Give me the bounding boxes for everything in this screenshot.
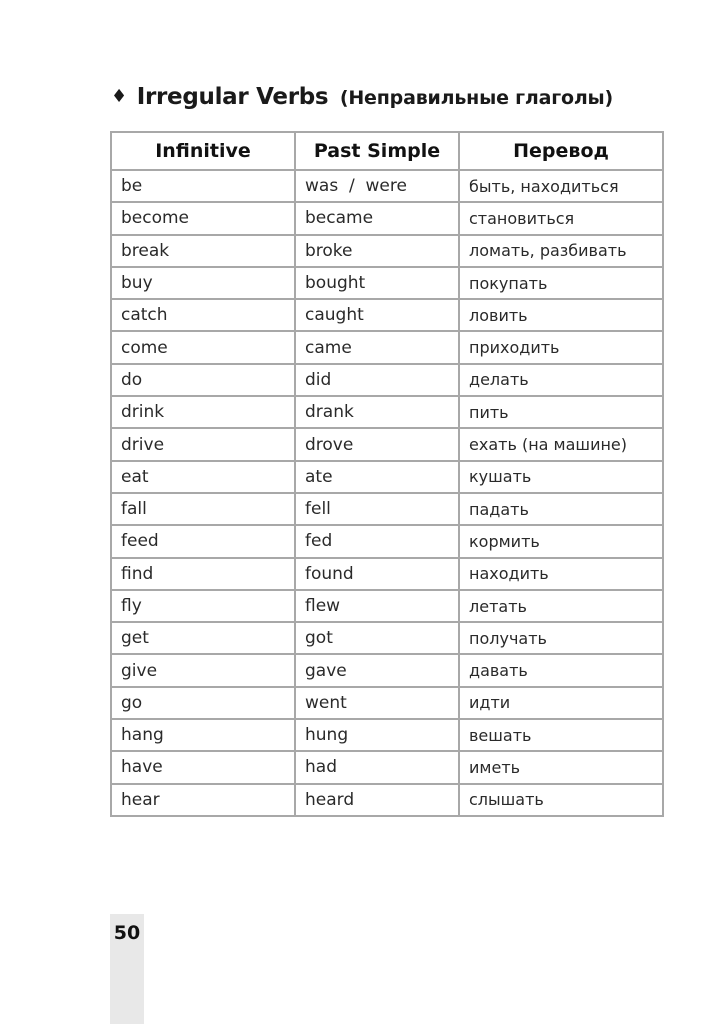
table-row [111, 235, 663, 267]
cell-infinitive: catch [111, 299, 295, 331]
table-row [111, 461, 663, 493]
cell-translation: делать [459, 364, 663, 396]
cell-past-simple: broke [295, 235, 459, 267]
cell-past-simple: caught [295, 299, 459, 331]
cell-translation: приходить [459, 331, 663, 363]
cell-past-simple: was / were [295, 170, 459, 202]
cell-translation: пить [459, 396, 663, 428]
table-row [111, 784, 663, 816]
page-title [0, 84, 724, 110]
cell-translation: кормить [459, 525, 663, 557]
cell-past-simple: had [295, 751, 459, 783]
table-body [111, 170, 663, 816]
header-infinitive: Infinitive [111, 132, 295, 170]
table-row [111, 558, 663, 590]
cell-past-simple: fell [295, 493, 459, 525]
cell-infinitive: buy [111, 267, 295, 299]
cell-infinitive: drive [111, 428, 295, 460]
cell-infinitive: fly [111, 590, 295, 622]
table-row [111, 493, 663, 525]
table-row [111, 299, 663, 331]
table-row [111, 428, 663, 460]
cell-translation: давать [459, 654, 663, 686]
header-translation: Перевод [459, 132, 663, 170]
cell-infinitive: feed [111, 525, 295, 557]
page-number: 50 [113, 922, 141, 944]
cell-translation: ломать, разбивать [459, 235, 663, 267]
table-row [111, 719, 663, 751]
cell-translation: получать [459, 622, 663, 654]
cell-translation: ловить [459, 299, 663, 331]
table-row [111, 267, 663, 299]
cell-infinitive: have [111, 751, 295, 783]
cell-past-simple: ate [295, 461, 459, 493]
cell-infinitive: get [111, 622, 295, 654]
table-row [111, 687, 663, 719]
cell-infinitive: give [111, 654, 295, 686]
cell-infinitive: do [111, 364, 295, 396]
cell-past-simple: went [295, 687, 459, 719]
cell-infinitive: break [111, 235, 295, 267]
table-row [111, 170, 663, 202]
cell-past-simple: found [295, 558, 459, 590]
cell-translation: становиться [459, 202, 663, 234]
table-header [111, 132, 663, 170]
diamond-bullet-icon: ♦ [111, 86, 128, 107]
cell-past-simple: gave [295, 654, 459, 686]
cell-infinitive: eat [111, 461, 295, 493]
header-past-simple: Past Simple [295, 132, 459, 170]
table-row [111, 590, 663, 622]
cell-past-simple: became [295, 202, 459, 234]
table-row [111, 364, 663, 396]
table-row [111, 202, 663, 234]
cell-infinitive: be [111, 170, 295, 202]
cell-translation: находить [459, 558, 663, 590]
cell-translation: покупать [459, 267, 663, 299]
table-row [111, 622, 663, 654]
cell-infinitive: drink [111, 396, 295, 428]
cell-past-simple: heard [295, 784, 459, 816]
cell-infinitive: come [111, 331, 295, 363]
cell-translation: слышать [459, 784, 663, 816]
cell-infinitive: go [111, 687, 295, 719]
cell-past-simple: drove [295, 428, 459, 460]
cell-past-simple: bought [295, 267, 459, 299]
cell-infinitive: become [111, 202, 295, 234]
cell-past-simple: flew [295, 590, 459, 622]
cell-translation: кушать [459, 461, 663, 493]
cell-translation: падать [459, 493, 663, 525]
cell-translation: ехать (на машине) [459, 428, 663, 460]
cell-past-simple: did [295, 364, 459, 396]
cell-translation: летать [459, 590, 663, 622]
cell-translation: вешать [459, 719, 663, 751]
cell-past-simple: fed [295, 525, 459, 557]
irregular-verbs-table [110, 131, 664, 817]
table-row [111, 396, 663, 428]
cell-translation: иметь [459, 751, 663, 783]
title-english: Irregular Verbs [136, 84, 329, 110]
cell-infinitive: hear [111, 784, 295, 816]
table-row [111, 654, 663, 686]
cell-past-simple: got [295, 622, 459, 654]
cell-infinitive: fall [111, 493, 295, 525]
header-row [111, 132, 663, 170]
title-russian: (Неправильные глаголы) [339, 87, 613, 109]
cell-past-simple: hung [295, 719, 459, 751]
table-row [111, 751, 663, 783]
cell-translation: быть, находиться [459, 170, 663, 202]
table-row [111, 525, 663, 557]
cell-translation: идти [459, 687, 663, 719]
table-row [111, 331, 663, 363]
cell-past-simple: came [295, 331, 459, 363]
cell-past-simple: drank [295, 396, 459, 428]
cell-infinitive: find [111, 558, 295, 590]
cell-infinitive: hang [111, 719, 295, 751]
